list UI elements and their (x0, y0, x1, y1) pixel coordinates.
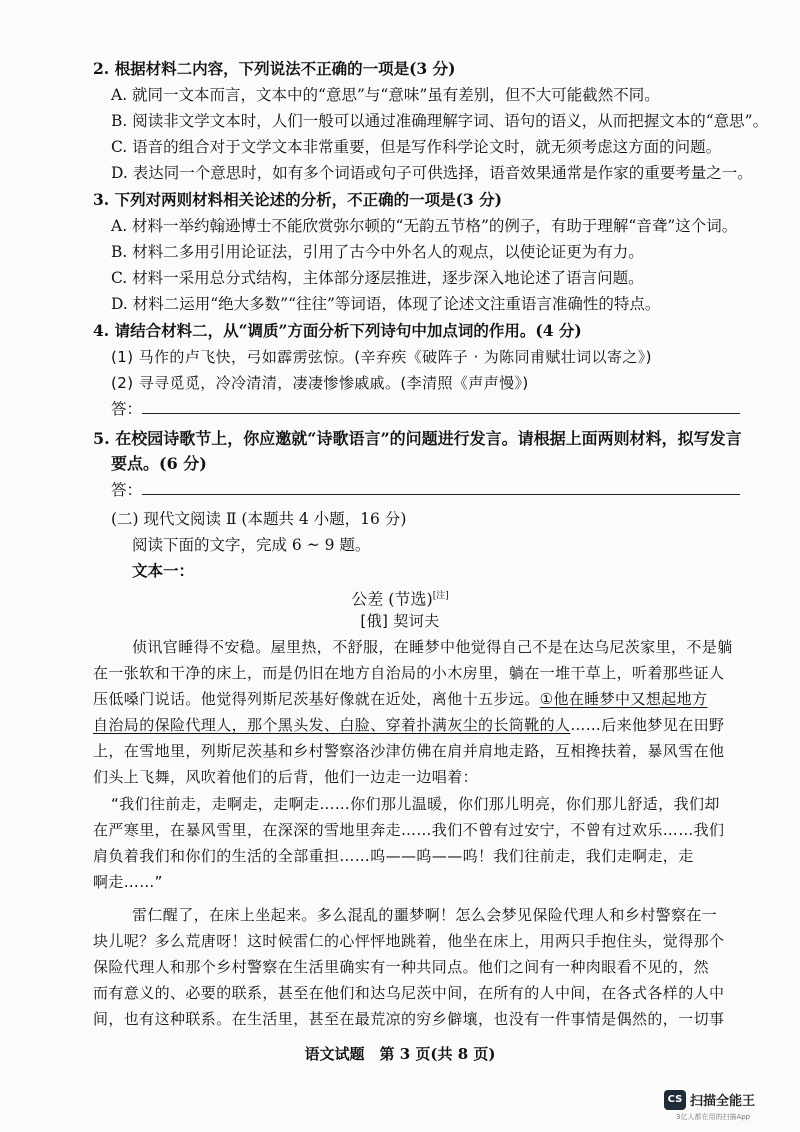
question-4-answer-row (111, 398, 740, 420)
section-instruction: 阅读下面的文字，完成 6 ~ 9 题。 (132, 536, 371, 554)
article-p1-line-1: 侦讯官睡得不安稳。屋里热，不舒服，在睡梦中他觉得自己不是在达乌尼茨家里，不是躺 (132, 638, 733, 656)
scanner-app-tagline: 3亿人都在用的扫描App (676, 1113, 751, 1121)
question-5-answer-label: 答： (111, 481, 143, 499)
question-2-option-c: C. 语音的组合对于文学文本非常重要，但是写作科学论文时，就无须考虑这方面的问题。 (111, 138, 722, 156)
question-5-stem-line-2: 要点。(6 分) (111, 454, 207, 473)
question-2-option-a: A. 就同一文本而言，文本中的“意思”与“意味”虽有差别，但不大可能截然不同。 (111, 86, 660, 104)
question-5-answer-line[interactable] (142, 480, 740, 495)
underlined-sentence-1-start: ①他在睡梦中又想起地方 (539, 690, 708, 708)
article-p1-line-6: 们头上飞舞，风吹着他们的后背，他们一边走一边唱着： (93, 768, 479, 786)
article-p1-line-2: 在一张软和干净的床上，而是仍旧在地方自治局的小木房里，躺在一堆干草上，听着那些证人 (93, 664, 725, 682)
article-p1-line-3 (93, 688, 707, 710)
article-p3-line-5: 间，也有这种联系。在生活里，甚至在最荒凉的穷乡僻壤，也没有一件事情是偶然的，一切事 (93, 1010, 725, 1028)
article-p2-line-4: 啊走……” (93, 873, 163, 891)
question-4-answer-line[interactable] (142, 399, 740, 414)
question-3-option-c: C. 材料一采用总分式结构，主体部分逐层推进，逐步深入地论述了语言问题。 (111, 269, 644, 287)
question-2-stem: 2. 根据材料二内容，下列说法不正确的一项是(3 分) (93, 59, 456, 78)
article-p3-line-4: 而有意义的、必要的联系，甚至在他们和达乌尼茨中间，在所有的人中间，在各式各样的人中 (93, 984, 725, 1002)
question-3-option-b: B. 材料二多用引用论证法，引用了古今中外名人的观点，以使论证更为有力。 (111, 243, 644, 261)
article-p2-line-1: “我们往前走，走啊走，走啊走……你们那儿温暖，你们那儿明亮，你们那儿舒适，我们却 (111, 795, 720, 813)
article-title: 公差 (节选) (351, 589, 433, 609)
question-4-answer-label: 答： (111, 400, 143, 418)
question-5-stem-line-1: 5. 在校园诗歌节上，你应邀就“诗歌语言”的问题进行发言。请根据上面两则材料，拟写发言 (93, 429, 742, 448)
article-p2-line-2: 在严寒里，在暴风雪里，在深深的雪地里奔走……我们不曾有过安宁，不曾有过欢乐……我们 (93, 821, 725, 839)
article-p1-line-5: 上，在雪地里，列斯尼茨基和乡村警察洛沙津仿佛在肩并肩地走路，互相搀扶着，暴风雪在他 (93, 742, 725, 760)
page-footer: 语文试题 第 3 页(共 8 页) (304, 1045, 496, 1063)
question-3-stem: 3. 下列对两则材料相关论述的分析，不正确的一项是(3 分) (93, 190, 502, 209)
underlined-sentence-1-end: 自治局的保险代理人，那个黑头发、白脸、穿着扑满灰尘的长筒靴的人 (93, 716, 571, 734)
section-heading: (二) 现代文阅读 Ⅱ (本题共 4 小题，16 分) (111, 510, 407, 528)
question-4-poem-line-2: (2) 寻寻觅觅，冷冷清清，凄凄惨惨戚戚。(李清照《声声慢》) (111, 374, 529, 392)
question-4-poem-line-1: (1) 马作的卢飞快，弓如霹雳弦惊。(辛弃疾《破阵子 · 为陈同甫赋壮词以寄之》) (111, 348, 652, 366)
article-p1-line-4 (93, 714, 724, 736)
scanner-app-name: 扫描全能王 (690, 1094, 756, 1109)
article-p3-line-3: 保险代理人和那个乡村警察在生活里确实有一种共同点。他们之间有一种肉眼看不见的，然 (93, 958, 710, 976)
article-p2-line-3: 肩负着我们和你们的生活的全部重担……呜——呜——呜！我们往前走，我们走啊走，走 (93, 847, 694, 865)
question-3-option-a: A. 材料一举约翰逊博士不能欣赏弥尔顿的“无韵五节格”的例子，有助于理解“音聋”这个词。 (111, 217, 738, 235)
article-p1-line-3-text: 压低嗓门说话。他觉得列斯尼茨基好像就在近处，离他十五步远。 (93, 690, 540, 708)
question-2-option-d: D. 表达同一个意思时，如有多个词语或句子可供选择，语音效果通常是作家的重要考量之一。 (111, 164, 753, 182)
article-title-row (0, 585, 800, 610)
question-4-stem: 4. 请结合材料二，从“调质”方面分析下列诗句中加点词的作用。(4 分) (93, 321, 582, 340)
article-p3-line-1: 雷仁醒了，在床上坐起来。多么混乱的噩梦啊！怎么会梦见保险代理人和乡村警察在一 (132, 906, 718, 924)
question-3-option-d: D. 材料二运用“绝大多数”“往往”等词语，体现了论述文注重语言准确性的特点。 (111, 295, 661, 313)
article-author: [俄] 契诃夫 (360, 612, 440, 630)
article-p3-line-2: 块儿呢？多么荒唐呀！这时候雷仁的心怦怦地跳着，他坐在床上，用两只手抱住头，觉得那个 (93, 932, 725, 950)
question-5-answer-row (111, 479, 740, 501)
article-p1-line-4-rest: ……后来他梦见在田野 (570, 716, 725, 734)
scanner-watermark (664, 1088, 782, 1124)
scanner-logo-icon: CS (664, 1090, 686, 1110)
question-2-option-b: B. 阅读非文学文本时，人们一般可以通过准确理解字词、语句的语义，从而把握文本的“意思”。 (111, 112, 769, 130)
text-one-label: 文本一： (132, 561, 195, 580)
article-note-mark: [注] (432, 591, 449, 601)
